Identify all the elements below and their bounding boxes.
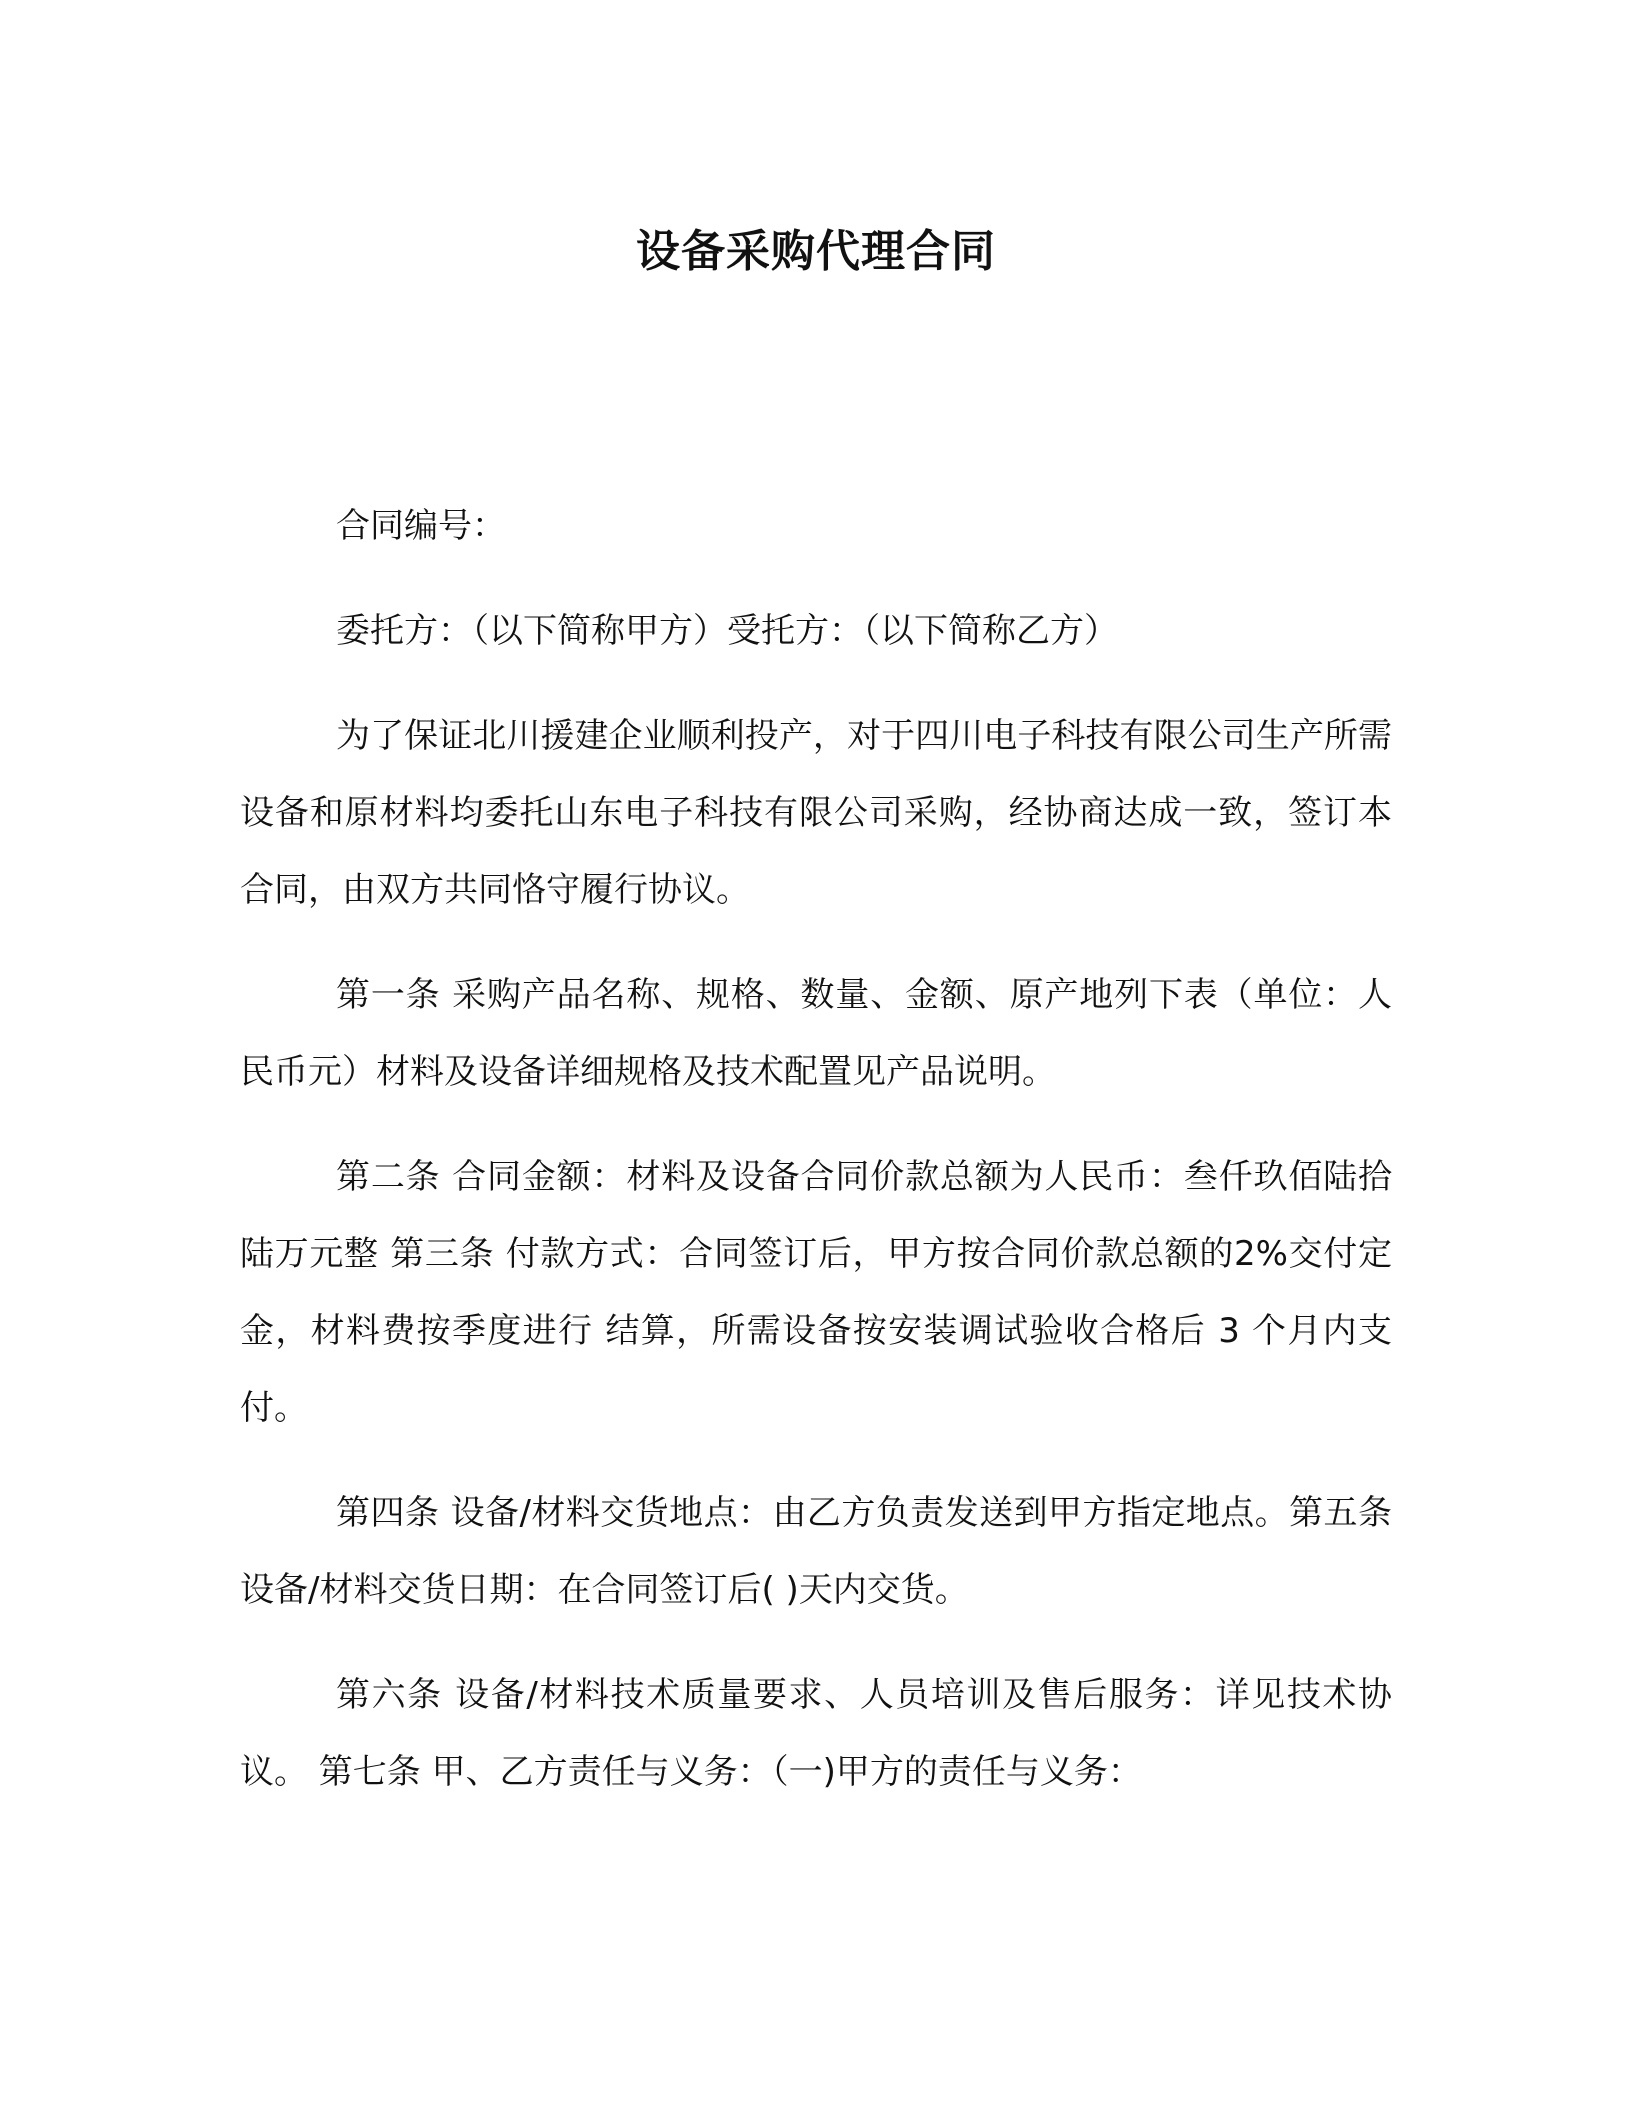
preamble-paragraph: 为了保证北川援建企业顺利投产，对于四川电子科技有限公司生产所需设备和原材料均委托山东电子科技有限公司采购，经协商达成一致，签订本合同，由双方共同恪守履行协议。 — [240, 716, 1392, 910]
contract-number-line: 合同编号： — [336, 506, 506, 546]
document-body — [240, 488, 1392, 1839]
article-1-paragraph: 第一条 采购产品名称、规格、数量、金额、原产地列下表（单位：人民币元）材料及设备详细规格及技术配置见产品说明。 — [240, 975, 1392, 1092]
document-title: 设备采购代理合同 — [636, 226, 996, 277]
article-2-3-paragraph: 第二条 合同金额：材料及设备合同价款总额为人民币：叁仟玖佰陆拾陆万元整 第三条 付款方式：合同签订后，甲方按合同价款总额的2%交付定金，材料费按季度进行 结算，所需设备按安装调试验收合格后 3 个月内支付。 — [240, 1157, 1392, 1428]
article-4-5-paragraph: 第四条 设备/材料交货地点：由乙方负责发送到甲方指定地点。第五条 设备/材料交货日期：在合同签订后( )天内交货。 — [240, 1493, 1392, 1610]
parties-line: 委托方：（以下简称甲方）受托方：（以下简称乙方） — [336, 611, 1118, 651]
article-6-7-paragraph: 第六条 设备/材料技术质量要求、人员培训及售后服务：详见技术协议。 第七条 甲、乙方责任与义务：（一)甲方的责任与义务： — [240, 1675, 1392, 1792]
